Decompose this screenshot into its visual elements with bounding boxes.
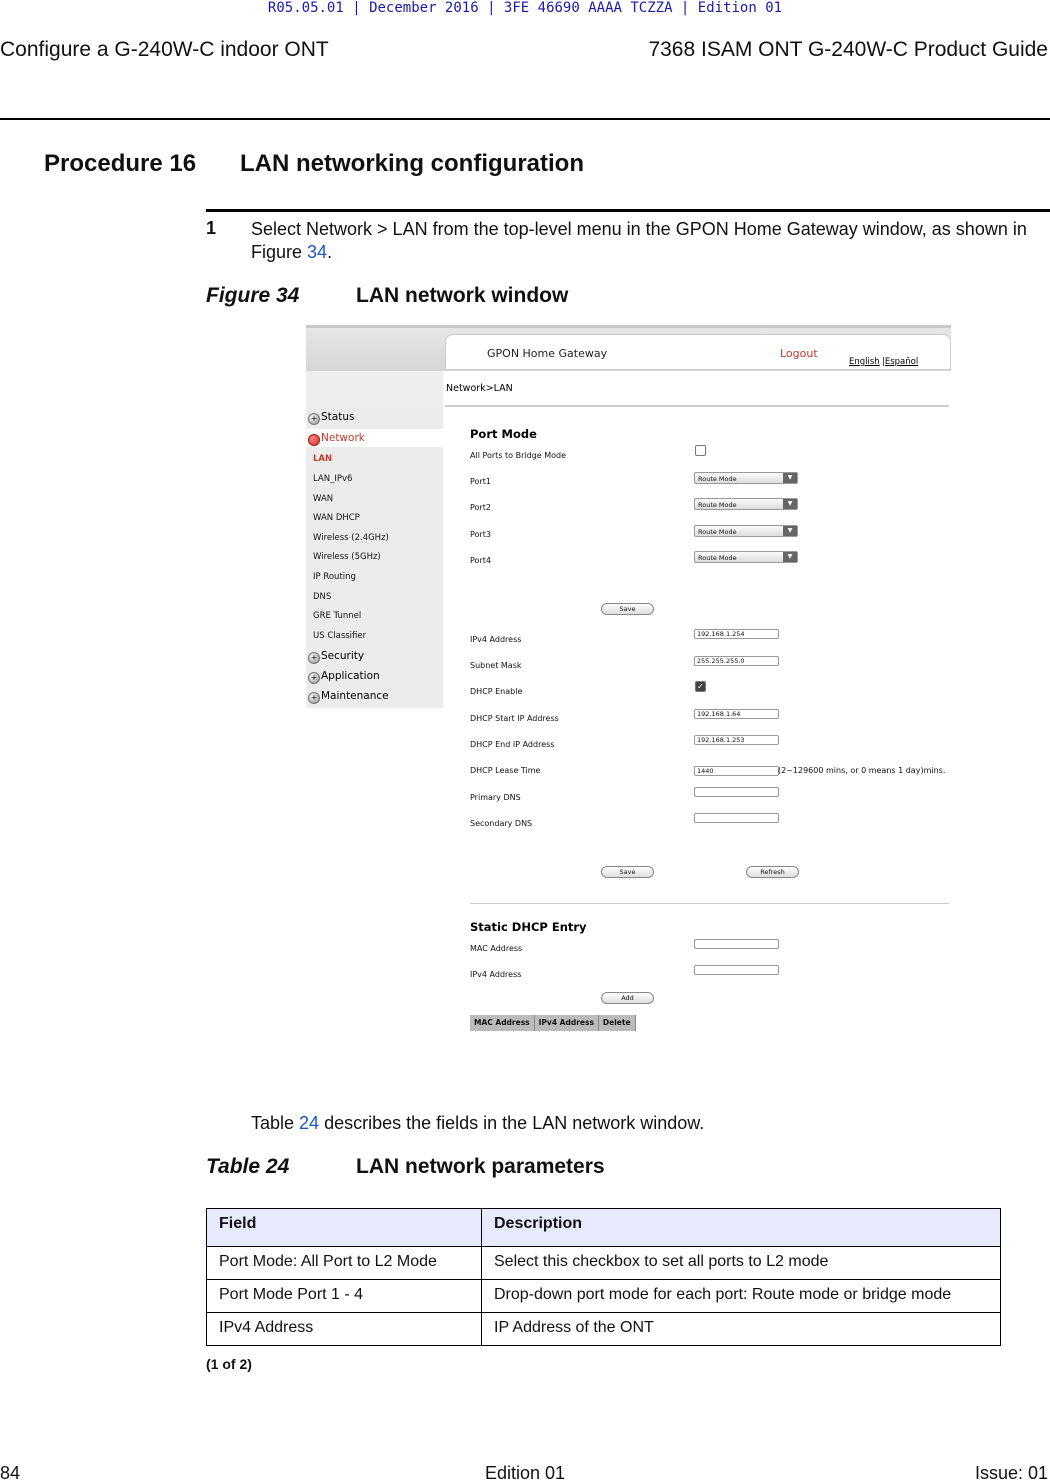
expand-icon: + — [308, 652, 320, 664]
table-intro-text: describes the fields in the LAN network window. — [319, 1113, 705, 1133]
dhcp-enable-label: DHCP Enable — [470, 687, 523, 696]
table-intro — [251, 1113, 704, 1134]
chevron-down-icon: ▼ — [783, 499, 797, 509]
subnav-lan[interactable]: LAN — [313, 454, 333, 464]
dhcp-end-label: DHCP End IP Address — [470, 740, 555, 749]
header-field: Field — [207, 1209, 482, 1247]
table-title: LAN network parameters — [356, 1155, 605, 1178]
col-delete: Delete — [599, 1015, 636, 1031]
nav-status-label: Status — [321, 411, 355, 423]
procedure-label: Procedure 16 — [44, 150, 197, 177]
all-ports-label: All Ports to Bridge Mode — [470, 451, 567, 460]
table-row — [207, 1280, 1001, 1313]
nav-application[interactable] — [308, 670, 380, 684]
port4-value: Route Mode — [698, 554, 737, 562]
subnav-wireless-5[interactable]: Wireless (5GHz) — [313, 552, 381, 562]
table-header-row — [207, 1209, 1001, 1247]
nav-maintenance-label: Maintenance — [321, 690, 389, 702]
subnav-wireless-24[interactable]: Wireless (2.4GHz) — [313, 533, 389, 543]
dhcp-lease-input[interactable]: 1440 — [694, 766, 779, 776]
port2-label: Port2 — [470, 503, 491, 512]
step-text-body: Select Network > LAN from the top-level menu in the GPON Home Gateway window, as shown in Figure — [251, 219, 1027, 262]
subnav-dns[interactable]: DNS — [313, 592, 332, 602]
procedure-heading — [44, 150, 584, 178]
port2-value: Route Mode — [698, 501, 737, 509]
port3-label: Port3 — [470, 530, 491, 539]
watermark: R05.05.01 | December 2016 | 3FE 46690 AAAA TCZZA | Edition 01 — [267, 0, 783, 16]
add-button[interactable]: Add — [601, 992, 654, 1004]
nav-network-label: Network — [321, 432, 365, 444]
cell-description: IP Address of the ONT — [482, 1313, 1001, 1346]
table-continuation: (1 of 2) — [206, 1356, 252, 1372]
subnet-mask-input[interactable]: 255.255.255.0 — [694, 656, 779, 666]
ipv4-label: IPv4 Address — [470, 635, 522, 644]
dhcp-lease-hint: (2~129600 mins, or 0 means 1 day)mins. — [778, 766, 946, 775]
subnav-wan[interactable]: WAN — [313, 494, 334, 504]
port4-label: Port4 — [470, 556, 491, 565]
subnav-wan-dhcp[interactable]: WAN DHCP — [313, 513, 360, 523]
port3-select[interactable] — [694, 525, 798, 537]
header-description: Description — [482, 1209, 1001, 1247]
table-label: Table 24 — [206, 1155, 290, 1178]
cell-description: Select this checkbox to set all ports to L2 mode — [482, 1247, 1001, 1280]
port1-value: Route Mode — [698, 475, 737, 483]
breadcrumb-divider — [445, 405, 949, 407]
collapse-icon: - — [308, 434, 320, 446]
table-row — [207, 1313, 1001, 1346]
primary-dns-input[interactable] — [694, 787, 779, 797]
step-text-end: . — [327, 242, 333, 262]
subnav-us-classifier[interactable]: US Classifier — [313, 631, 367, 641]
step-text — [251, 218, 1041, 264]
all-ports-bridge-checkbox[interactable] — [695, 445, 706, 456]
subnav-lan-ipv6[interactable]: LAN_IPv6 — [313, 474, 353, 484]
table-row — [207, 1247, 1001, 1280]
footer-page-number: 84 — [0, 1463, 21, 1483]
port-mode-save-button[interactable]: Save — [601, 603, 654, 615]
subnet-mask-label: Subnet Mask — [470, 661, 522, 670]
table-link[interactable]: 24 — [299, 1113, 320, 1133]
lan-save-button[interactable]: Save — [601, 866, 654, 878]
port-mode-title: Port Mode — [470, 427, 537, 441]
expand-icon: + — [308, 672, 320, 684]
static-dhcp-table-header — [470, 1015, 636, 1031]
cell-field: IPv4 Address — [207, 1313, 482, 1346]
lan-parameters-table — [206, 1208, 1001, 1346]
ipv4-input[interactable]: 192.168.1.254 — [694, 629, 779, 639]
dhcp-end-input[interactable]: 192.168.1.253 — [694, 735, 779, 745]
dhcp-start-input[interactable]: 192.168.1.64 — [694, 709, 779, 719]
mac-address-input[interactable] — [694, 939, 779, 949]
header-left: Configure a G-240W-C indoor ONT — [0, 38, 329, 61]
figure-link[interactable]: 34 — [307, 242, 328, 262]
cell-description: Drop-down port mode for each port: Route mode or bridge mode — [482, 1280, 1001, 1313]
dhcp-start-label: DHCP Start IP Address — [470, 714, 559, 723]
expand-icon: + — [308, 692, 320, 704]
static-dhcp-title: Static DHCP Entry — [470, 920, 587, 934]
primary-dns-label: Primary DNS — [470, 793, 521, 802]
breadcrumb: Network>LAN — [446, 383, 513, 394]
footer-issue: Issue: 01 — [974, 1463, 1048, 1483]
chevron-down-icon: ▼ — [783, 473, 797, 483]
expand-icon: + — [308, 413, 320, 425]
nav-security-label: Security — [321, 650, 365, 662]
table-intro-prefix: Table — [251, 1113, 300, 1133]
english-link[interactable]: English — [849, 357, 880, 367]
port4-select[interactable] — [694, 551, 798, 563]
header-right: 7368 ISAM ONT G-240W-C Product Guide — [648, 38, 1048, 61]
secondary-dns-label: Secondary DNS — [470, 819, 533, 828]
refresh-button[interactable]: Refresh — [746, 866, 799, 878]
col-ipv4-address: IPv4 Address — [535, 1015, 599, 1031]
port3-value: Route Mode — [698, 528, 737, 536]
table-caption — [206, 1155, 605, 1179]
cell-field: Port Mode Port 1 - 4 — [207, 1280, 482, 1313]
secondary-dns-input[interactable] — [694, 813, 779, 823]
port1-label: Port1 — [470, 477, 491, 486]
procedure-title: LAN networking configuration — [240, 150, 584, 177]
nav-maintenance[interactable] — [308, 690, 389, 704]
footer-edition: Edition 01 — [484, 1463, 566, 1483]
figure-label: Figure 34 — [206, 284, 300, 307]
col-mac-address: MAC Address — [470, 1015, 535, 1031]
subnav-ip-routing[interactable]: IP Routing — [313, 572, 356, 582]
cell-field: Port Mode: All Port to L2 Mode — [207, 1247, 482, 1280]
gateway-topline — [306, 325, 951, 328]
sidebar-top — [306, 371, 443, 407]
logout-link[interactable]: Logout — [780, 347, 818, 360]
static-ipv4-label: IPv4 Address — [470, 970, 522, 979]
figure-title: LAN network window — [356, 284, 569, 307]
gateway-title: GPON Home Gateway — [487, 347, 608, 360]
step-rule — [206, 209, 1050, 212]
port1-select[interactable] — [694, 472, 798, 484]
nav-application-label: Application — [321, 670, 380, 682]
nav-network[interactable] — [308, 432, 365, 446]
dhcp-enable-checkbox[interactable]: ✓ — [695, 681, 706, 692]
static-ipv4-input[interactable] — [694, 965, 779, 975]
section-divider — [470, 903, 949, 904]
port2-select[interactable] — [694, 498, 798, 510]
figure-caption — [206, 284, 569, 308]
dhcp-lease-label: DHCP Lease Time — [470, 766, 541, 775]
step-number: 1 — [206, 218, 217, 238]
chevron-down-icon: ▼ — [783, 552, 797, 562]
chevron-down-icon: ▼ — [783, 526, 797, 536]
espanol-link[interactable]: |Español — [882, 357, 919, 367]
subnav-gre-tunnel[interactable]: GRE Tunnel — [313, 611, 362, 621]
mac-address-label: MAC Address — [470, 944, 523, 953]
header-rule — [0, 118, 1050, 120]
nav-status[interactable] — [308, 411, 354, 425]
nav-security[interactable] — [308, 650, 364, 664]
lan-network-screenshot — [306, 325, 951, 1035]
